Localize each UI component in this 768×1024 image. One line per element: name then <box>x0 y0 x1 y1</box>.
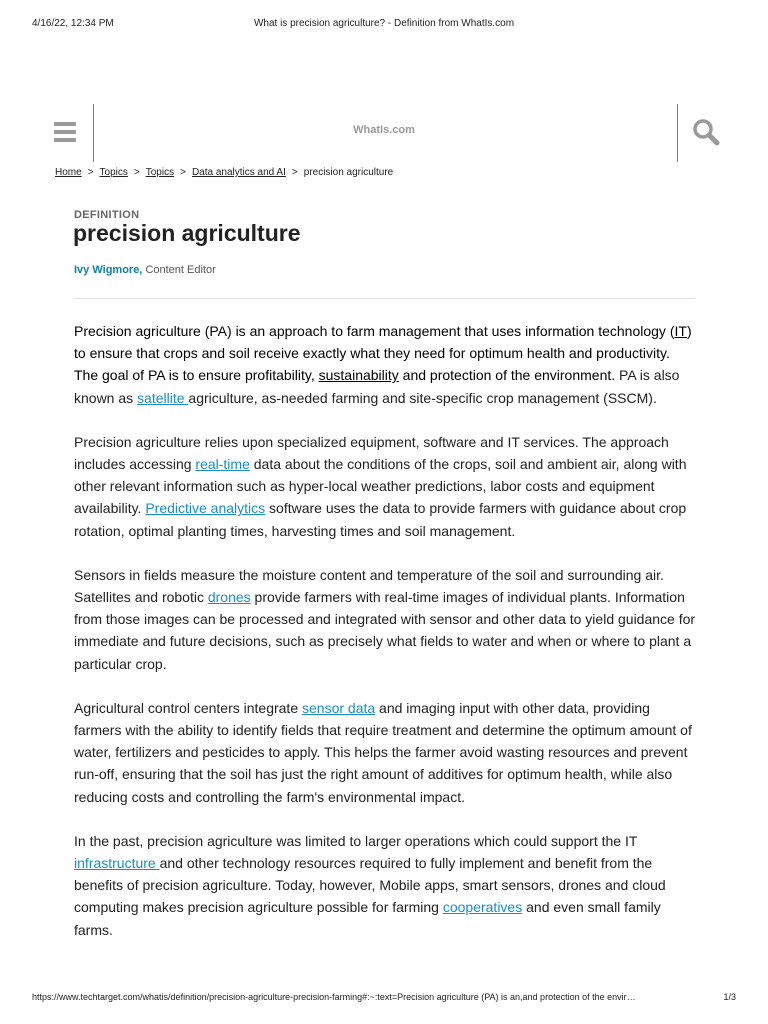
breadcrumb <box>55 167 393 178</box>
link-it[interactable]: IT <box>674 323 687 339</box>
link-sensor-data[interactable]: sensor data <box>302 699 376 716</box>
print-header <box>32 18 736 32</box>
breadcrumb-current: precision agriculture <box>303 167 394 178</box>
link-satellite[interactable]: satellite <box>137 389 189 406</box>
text-run: and other technology resources required to fully implement and benefit from the benefits of precision agriculture. Today, however, Mobile apps, smart sensors, drones and cloud computing makes precision agriculture possible for farming <box>74 855 666 916</box>
print-footer <box>32 992 736 1006</box>
text-run: Precision agriculture (PA) is an approach to farm management that uses information technology ( <box>74 323 675 339</box>
print-page-title: What is precision agriculture? - Definition from WhatIs.com <box>253 18 515 29</box>
text-run: agriculture, as-needed farming and site-specific crop management (SSCM). <box>188 389 657 406</box>
breadcrumb-data-analytics[interactable]: Data analytics and AI <box>191 167 286 178</box>
author-role: Content Editor <box>145 264 216 276</box>
definition-label: DEFINITION <box>74 209 140 221</box>
article-body <box>74 320 696 963</box>
text-run: and protection of the environment. <box>398 367 616 384</box>
title-divider <box>74 298 695 299</box>
article-paragraph-5 <box>74 830 696 941</box>
breadcrumb-separator: > <box>133 167 140 178</box>
author-link[interactable]: Ivy Wigmore, <box>74 264 143 276</box>
link-infrastructure[interactable]: infrastructure <box>74 855 160 872</box>
article-paragraph-3 <box>74 564 696 675</box>
breadcrumb-topics[interactable]: Topics <box>99 167 128 178</box>
page-number: 1/3 <box>723 992 736 1002</box>
article-paragraph-2 <box>74 431 696 542</box>
link-predictive-analytics[interactable]: Predictive analytics <box>145 500 266 517</box>
text-run: provide farmers with real-time images of individual plants. Information from those images can be processed and integrated with sensor and other data to yield guidance for immediate and future decisions, such as precisely what fields to water and when or where to plant a particular crop. <box>74 589 696 672</box>
text-run: PA is also known as <box>74 367 680 406</box>
link-drones[interactable]: drones <box>207 589 251 606</box>
text-run: In the past, precision agriculture was limited to larger operations which could support the IT <box>74 832 638 849</box>
link-sustainability[interactable]: sustainability <box>318 367 399 384</box>
text-run: data about the conditions of the crops, soil and ambient air, along with other relevant information such as hyper-local weather predictions, labor costs and equipment availability. <box>74 456 687 517</box>
search-icon[interactable] <box>692 118 720 148</box>
article-paragraph-1 <box>74 320 696 409</box>
breadcrumb-home[interactable]: Home <box>55 167 82 178</box>
byline <box>74 264 216 276</box>
site-logo[interactable]: WhatIs.com <box>353 124 415 136</box>
text-run: and imaging input with other data, providing farmers with the ability to identify fields that require treatment and determine the optimum amount of water, fertilizers and pesticides to apply. This helps the farmer avoid wasting resources and prevent run-off, ensuring that the soil has just the right amount of additives for optimum health, while also reducing costs and controlling the farm's environmental impact. <box>74 699 692 805</box>
link-real-time[interactable]: real-time <box>195 456 250 473</box>
print-url: https://www.techtarget.com/whatis/definition/precision-agriculture-precision-farming#:~:text=Precision agriculture (PA) is an,and protection of the envir… <box>32 992 636 1002</box>
link-cooperatives[interactable]: cooperatives <box>442 899 523 916</box>
print-timestamp: 4/16/22, 12:34 PM <box>32 18 114 29</box>
site-header <box>0 104 768 164</box>
breadcrumb-separator: > <box>291 167 298 178</box>
header-divider-right <box>677 104 678 162</box>
page-title: precision agriculture <box>73 220 301 246</box>
breadcrumb-topics-2[interactable]: Topics <box>145 167 175 178</box>
text-run: and even small family farms. <box>74 899 661 938</box>
text-run: ) to ensure that crops and soil receive exactly what they need for optimum health and productivity. The goal of PA is to ensure profitability, <box>74 323 692 384</box>
breadcrumb-separator: > <box>87 167 94 178</box>
breadcrumb-separator: > <box>180 167 186 178</box>
article-paragraph-4 <box>74 697 696 808</box>
text-run: Precision agriculture relies upon specialized equipment, software and IT services. The approach includes accessing <box>74 433 669 473</box>
text-run: Sensors in fields measure the moisture content and temperature of the soil and surrounding air. Satellites and robotic <box>74 566 664 606</box>
text-run: software uses the data to provide farmers with guidance about crop rotation, optimal planting times, harvesting times and soil management. <box>74 500 687 539</box>
text-run: Agricultural control centers integrate <box>74 699 302 716</box>
